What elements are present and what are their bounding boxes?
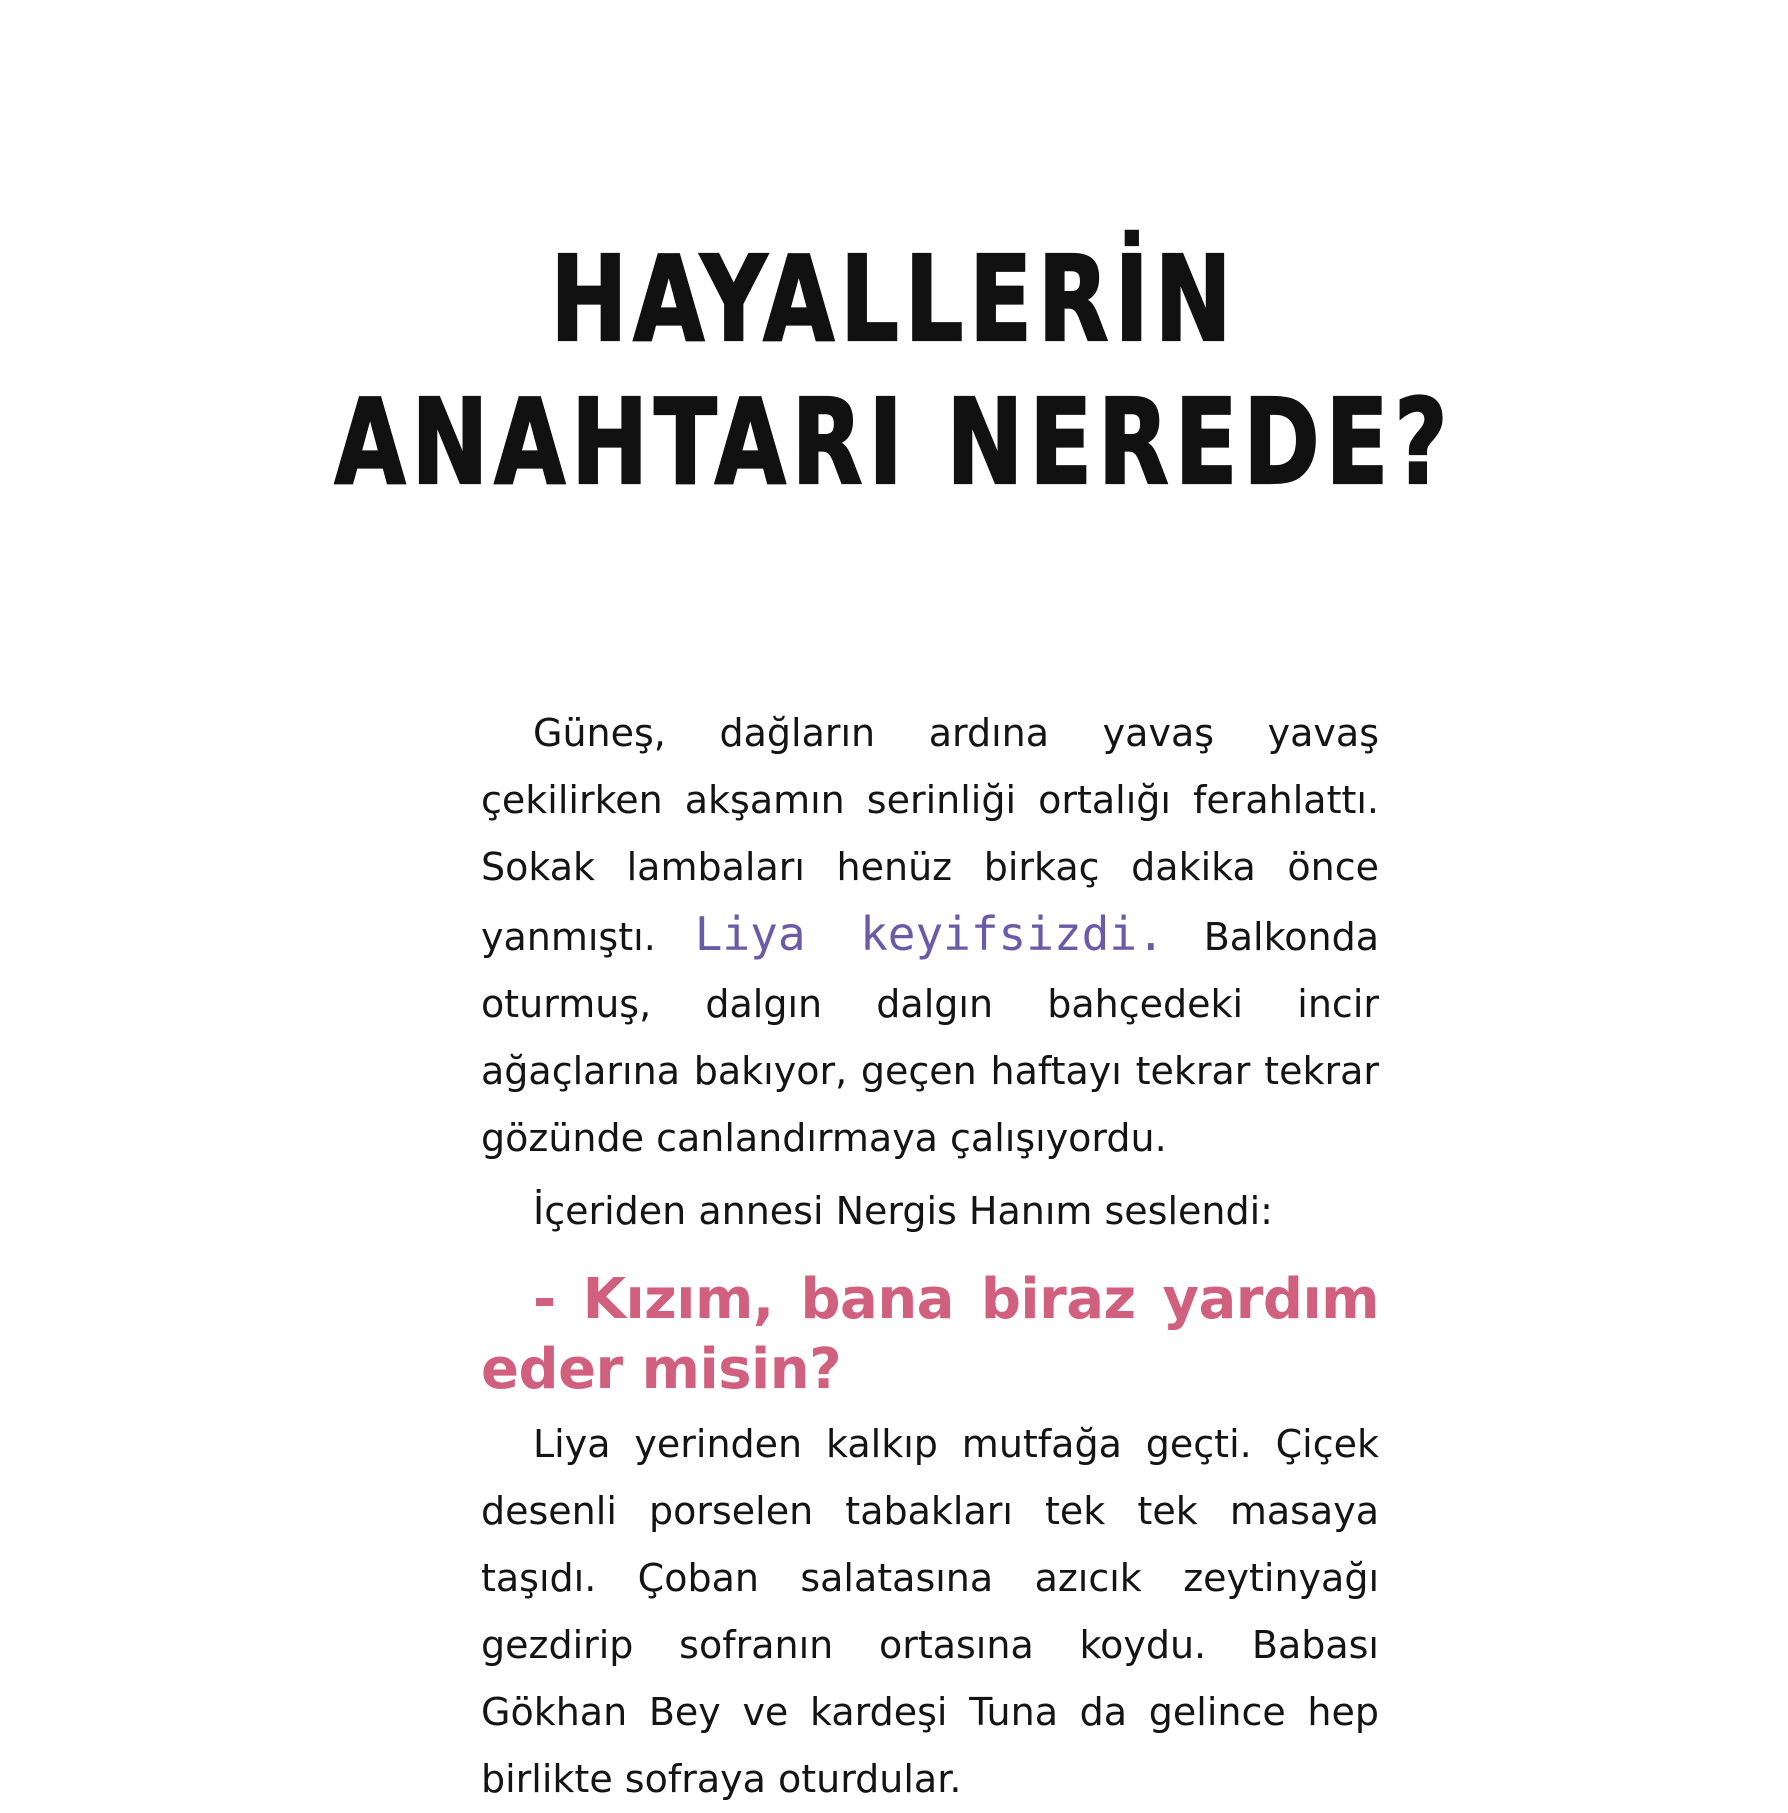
paragraph-1-text-b: Balkonda oturmuş, dalgın dalgın bahçedeki incir ağaçlarına bakıyor, geçen haftayı tekrar tekrar gözünde canlandırmaya çalışıyordu. — [481, 915, 1379, 1160]
chapter-title-line-2: ANAHTARI NEREDE? — [334, 375, 1454, 512]
paragraph-1 — [481, 700, 1379, 1172]
dialogue-line: - Kızım, bana biraz yardım eder misin? — [481, 1267, 1379, 1402]
highlighted-phrase: Liya keyifsizdi. — [694, 907, 1165, 961]
paragraph-3: Liya yerinden kalkıp mutfağa geçti. Çiçek desenli porselen tabakları tek tek masaya taşıdı. Çoban salatasına azıcık zeytinyağı gezdirip sofranın ortasına koydu. Babası Gökhan Bey ve kardeşi Tuna da gelince hep birlikte sofraya oturdular. — [481, 1422, 1379, 1801]
chapter-title-line-1: HAYALLERİN — [550, 232, 1238, 369]
chapter-body — [481, 700, 1379, 1813]
paragraph-2: İçeriden annesi Nergis Hanım seslendi: — [533, 1189, 1273, 1233]
paragraph-1-text-a: Güneş, dağların ardına yavaş yavaş çekilirken akşamın serinliği ortalığı ferahlattı. Sokak lambaları henüz birkaç dakika önce yanmıştı. — [481, 711, 1379, 959]
